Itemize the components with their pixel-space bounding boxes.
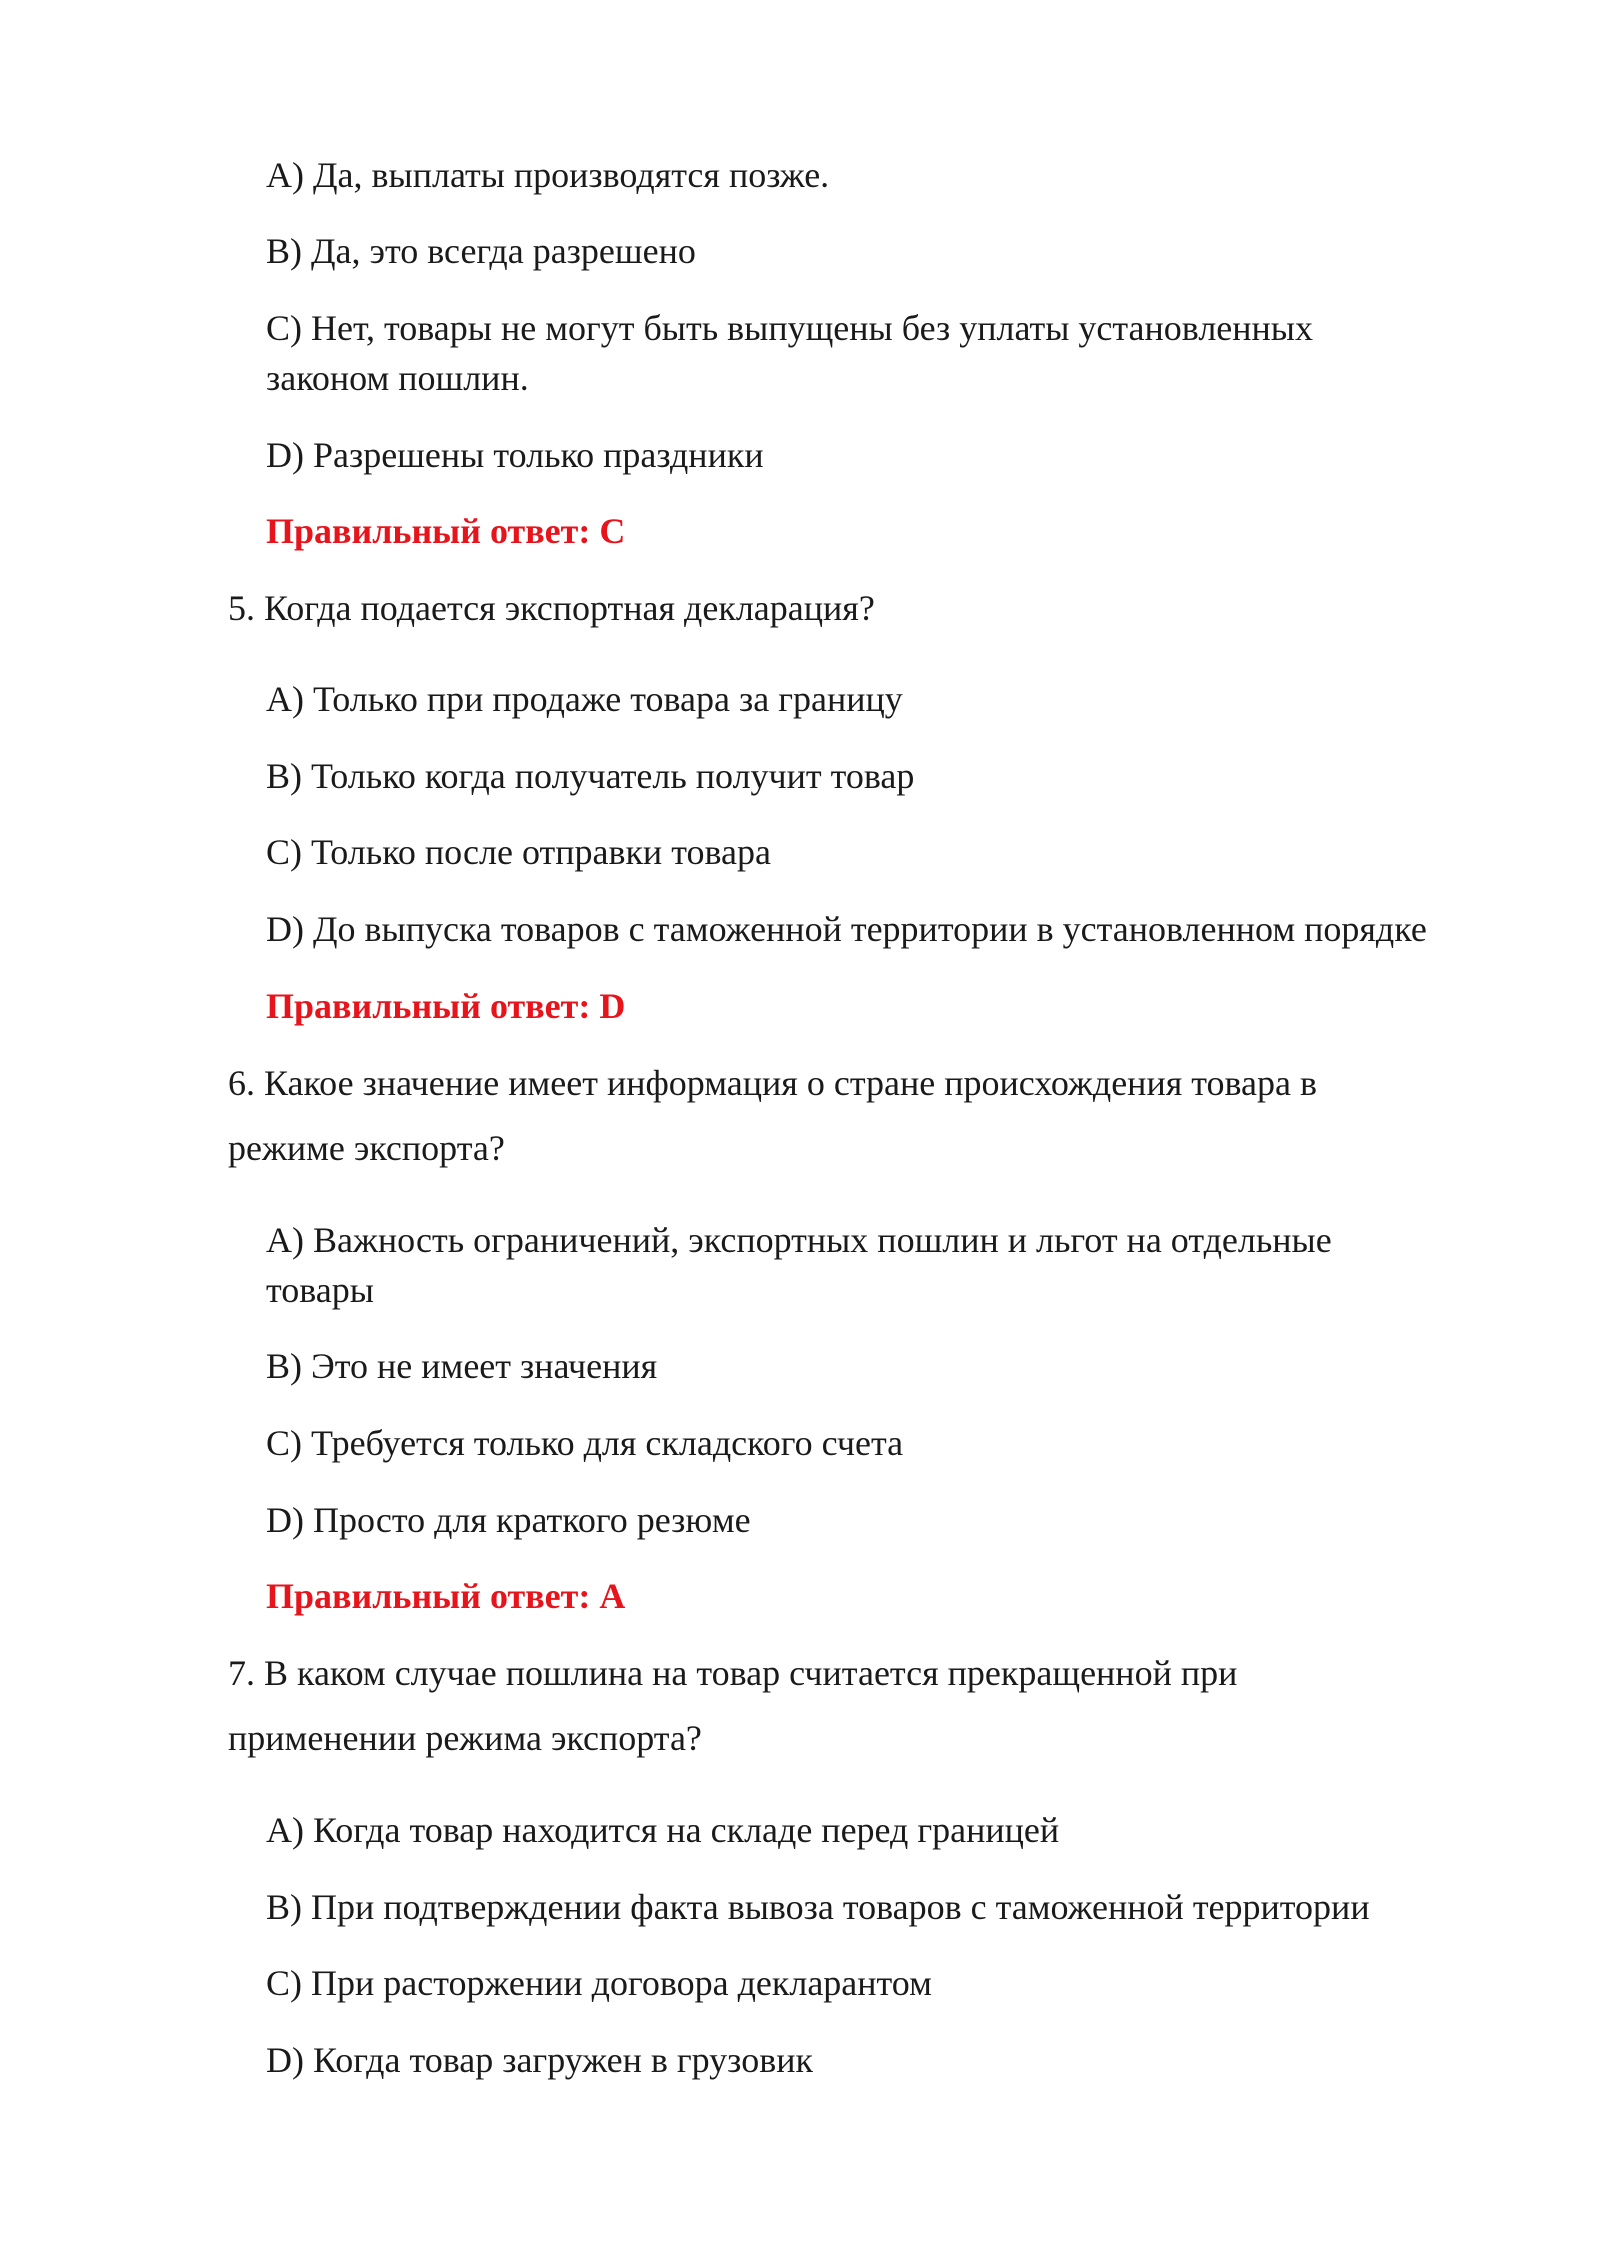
q5-option-c: C) Только после отправки товара: [266, 832, 771, 872]
q5-option-a: A) Только при продаже товара за границу: [266, 679, 903, 719]
q7-option-c: C) При расторжении договора декларантом: [266, 1963, 932, 2003]
q5-option-d: D) До выпуска товаров с таможенной территории в установленном порядке: [266, 909, 1427, 949]
q7-option-a: A) Когда товар находится на складе перед границей: [266, 1810, 1060, 1850]
q5-option-b: B) Только когда получатель получит товар: [266, 756, 915, 796]
q7-question-line2: применении режима экспорта?: [228, 1718, 702, 1758]
q6-option-a-line1: A) Важность ограничений, экспортных пошлин и льгот на отдельные: [266, 1220, 1332, 1260]
q4-option-d: D) Разрешены только праздники: [266, 435, 764, 475]
q6-question-line1: 6. Какое значение имеет информация о стране происхождения товара в: [228, 1063, 1317, 1103]
q4-option-c-line1: C) Нет, товары не могут быть выпущены без уплаты установленных: [266, 308, 1313, 348]
q4-correct-answer: Правильный ответ: C: [266, 511, 626, 551]
q4-option-b: B) Да, это всегда разрешено: [266, 231, 696, 271]
q7-option-b: B) При подтверждении факта вывоза товаров с таможенной территории: [266, 1887, 1370, 1927]
q6-correct-answer: Правильный ответ: A: [266, 1576, 626, 1616]
q6-option-b: B) Это не имеет значения: [266, 1346, 658, 1386]
q6-option-c: C) Требуется только для складского счета: [266, 1423, 904, 1463]
q6-option-a-line2: товары: [266, 1270, 374, 1310]
q6-question-line2: режиме экспорта?: [228, 1128, 505, 1168]
q5-question: 5. Когда подается экспортная декларация?: [228, 588, 875, 628]
q7-option-d: D) Когда товар загружен в грузовик: [266, 2040, 813, 2080]
q4-option-a: A) Да, выплаты производятся позже.: [266, 155, 830, 195]
q6-option-d: D) Просто для краткого резюме: [266, 1500, 751, 1540]
q4-option-c-line2: законом пошлин.: [266, 358, 529, 398]
q5-correct-answer: Правильный ответ: D: [266, 986, 626, 1026]
q7-question-line1: 7. В каком случае пошлина на товар считается прекращенной при: [228, 1653, 1238, 1693]
